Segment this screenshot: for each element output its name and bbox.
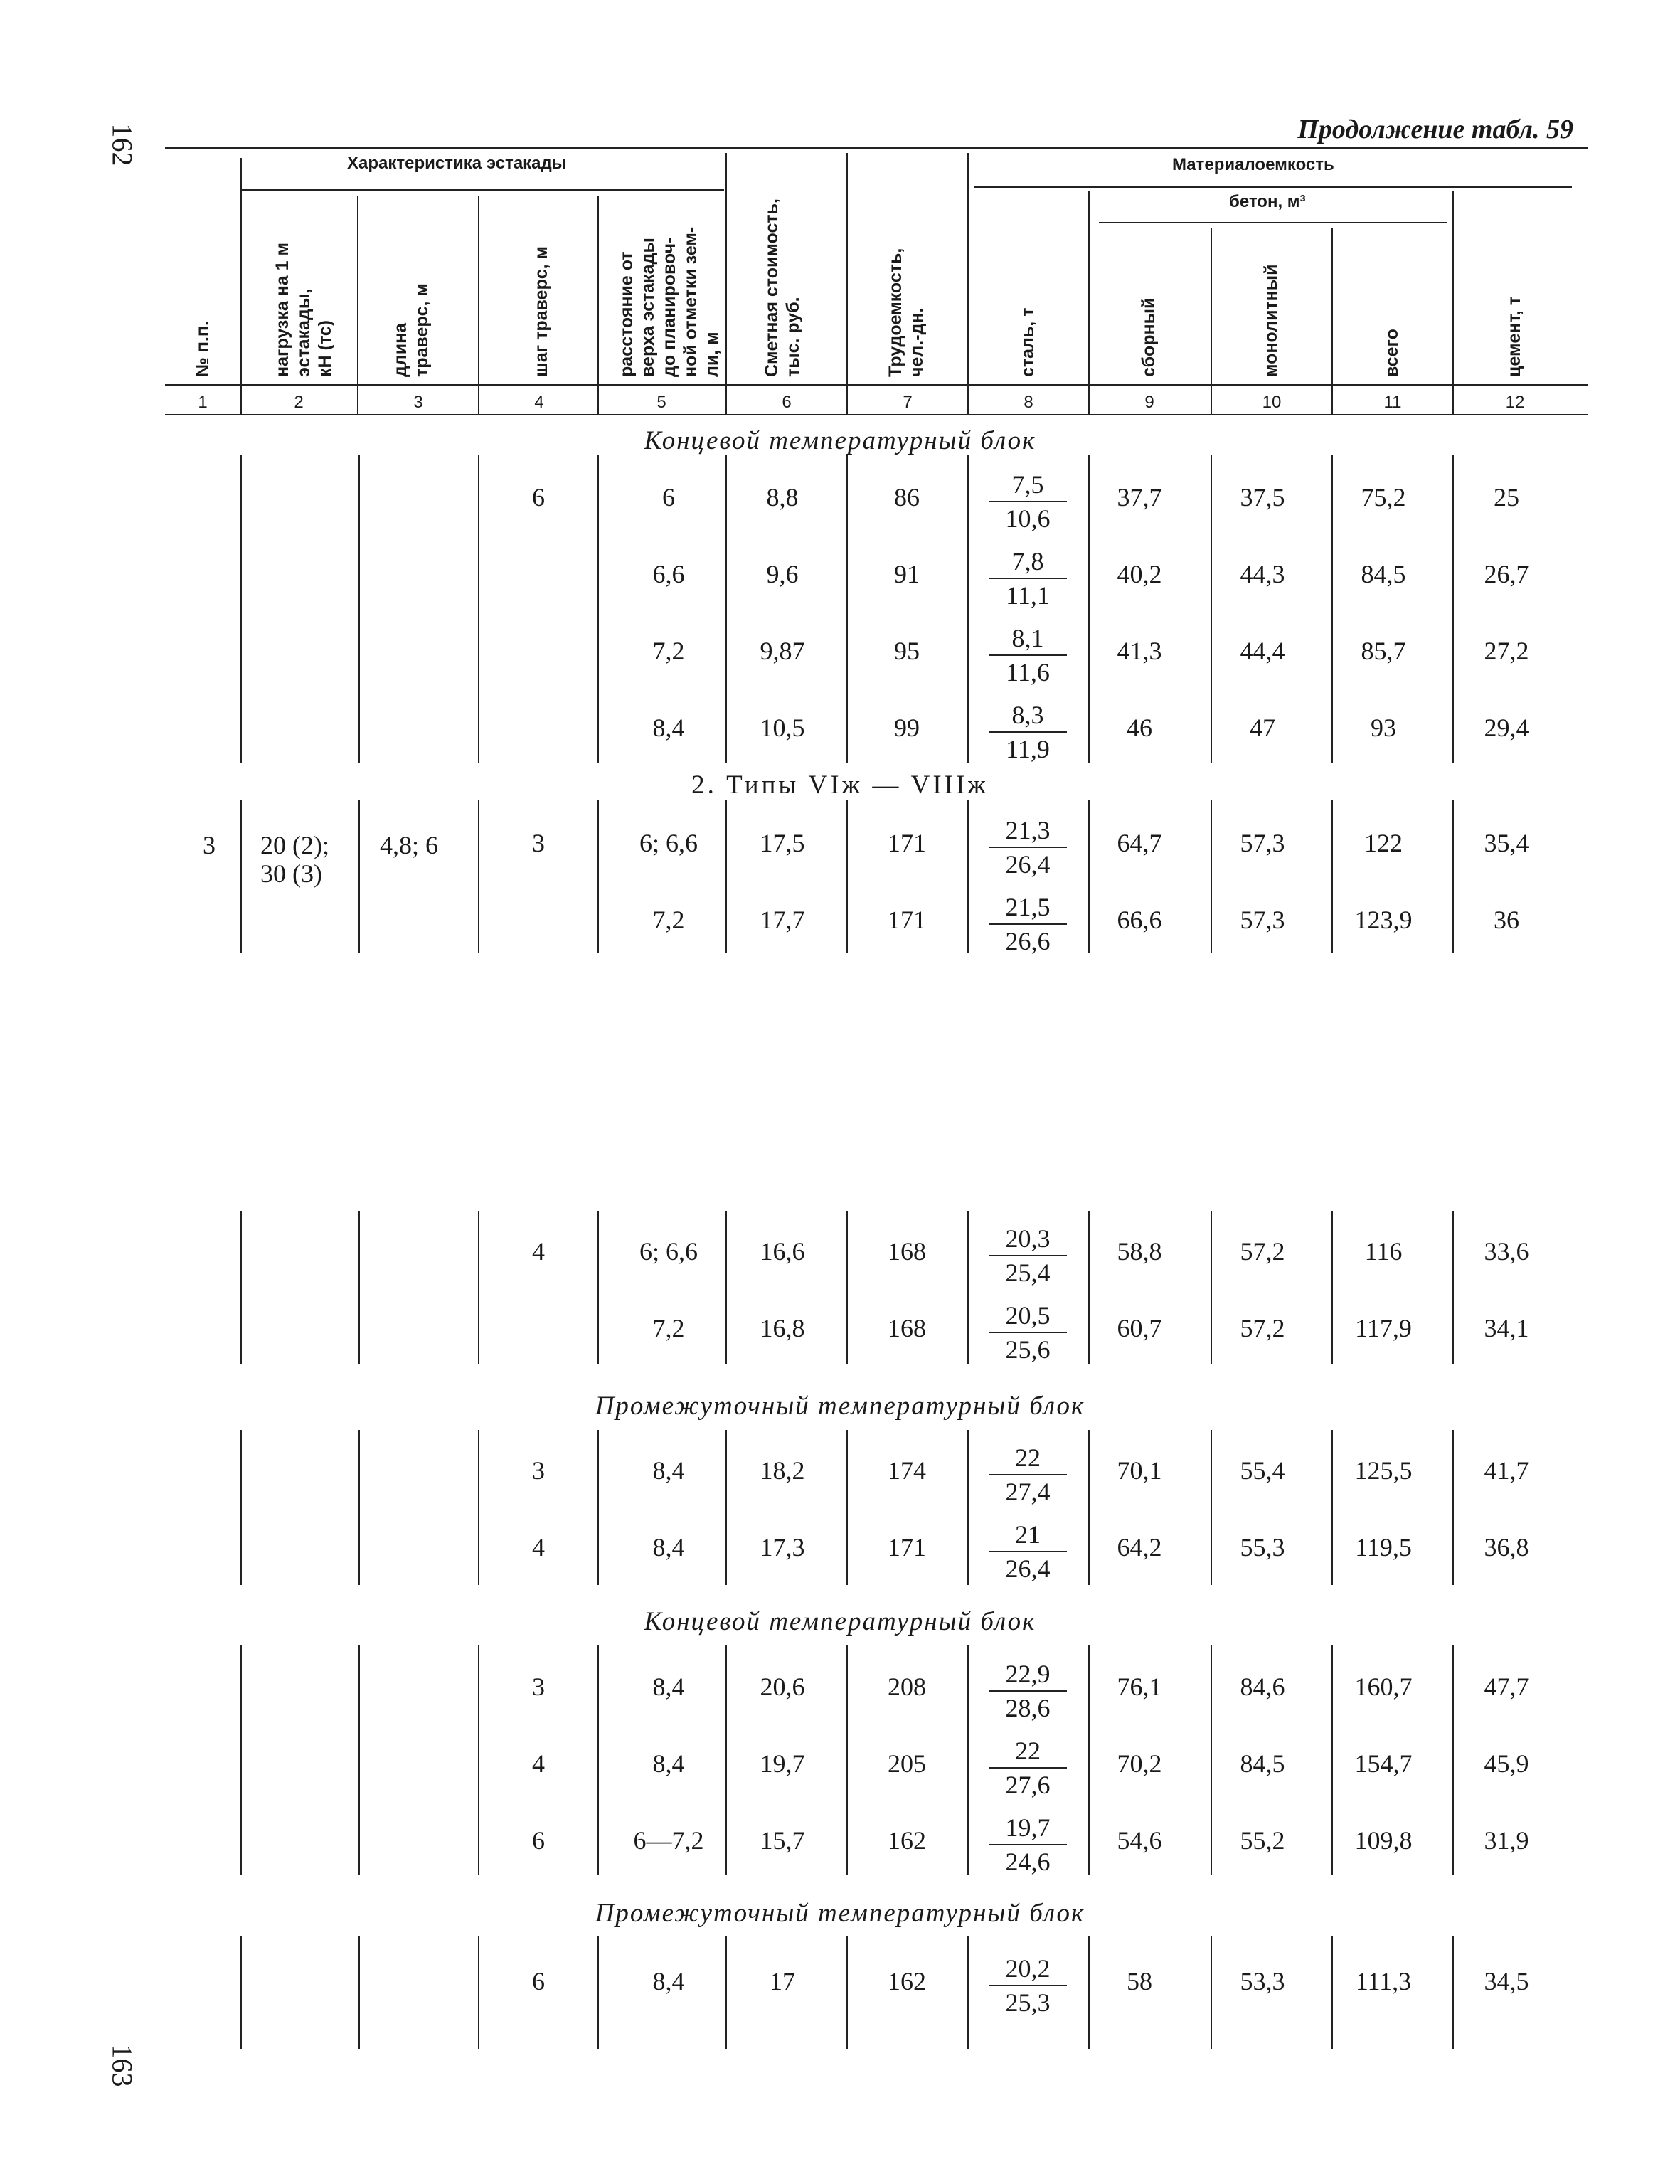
column-rule bbox=[358, 1430, 360, 1585]
col-number-label: 4 bbox=[534, 393, 544, 412]
distance-value: 6; 6,6 bbox=[639, 1237, 698, 1266]
header-col-load: нагрузка на 1 м эстакады, кН (тс) bbox=[272, 242, 335, 377]
monolithic-value: 55,2 bbox=[1240, 1826, 1285, 1855]
labor-value: 174 bbox=[888, 1456, 926, 1485]
column-rule bbox=[1211, 1936, 1212, 2049]
header-col-cement: цемент, т bbox=[1504, 297, 1524, 377]
cement-value: 41,7 bbox=[1484, 1456, 1529, 1485]
labor-value: 208 bbox=[888, 1673, 926, 1701]
column-rule bbox=[597, 1430, 599, 1585]
cement-value: 25 bbox=[1494, 483, 1519, 511]
column-rule bbox=[846, 455, 848, 763]
column-rule bbox=[1452, 1430, 1454, 1585]
header-concrete: бетон, м³ bbox=[1229, 192, 1306, 211]
steel-denominator: 26,4 bbox=[1005, 850, 1051, 879]
steel-numerator: 22,9 bbox=[989, 1658, 1067, 1692]
precast-value: 64,2 bbox=[1117, 1533, 1162, 1562]
col-number-label: 10 bbox=[1262, 393, 1282, 412]
monolithic-value: 57,3 bbox=[1240, 906, 1285, 934]
monolithic-value: 84,5 bbox=[1240, 1749, 1285, 1778]
cement-value: 27,2 bbox=[1484, 637, 1529, 665]
steel-fraction bbox=[989, 699, 1067, 765]
steel-fraction bbox=[989, 1952, 1067, 2019]
labor-value: 86 bbox=[894, 483, 920, 511]
steel-numerator: 21 bbox=[989, 1518, 1067, 1552]
distance-value: 8,4 bbox=[652, 714, 685, 742]
cost-value: 10,5 bbox=[760, 714, 805, 742]
section-heading: Концевой температурный блок bbox=[644, 426, 1036, 455]
column-rule bbox=[846, 1645, 848, 1875]
total-value: 122 bbox=[1364, 829, 1403, 857]
col-number-label: 6 bbox=[782, 393, 792, 412]
steel-numerator: 7,5 bbox=[989, 468, 1067, 502]
column-rule bbox=[1211, 455, 1212, 763]
column-rule bbox=[1331, 1211, 1333, 1364]
column-rule bbox=[846, 1211, 848, 1364]
steel-numerator: 20,3 bbox=[989, 1222, 1067, 1256]
precast-value: 54,6 bbox=[1117, 1826, 1162, 1855]
cost-value: 9,6 bbox=[766, 560, 799, 588]
steel-denominator: 11,9 bbox=[1006, 735, 1050, 763]
section-heading: Промежуточный температурный блок bbox=[595, 1391, 1085, 1421]
steel-fraction bbox=[989, 891, 1067, 958]
col-number-label: 12 bbox=[1505, 393, 1525, 412]
labor-value: 171 bbox=[888, 829, 926, 857]
column-rule bbox=[1211, 800, 1212, 953]
header-col-step: шаг траверс, м bbox=[531, 245, 551, 377]
total-value: 109,8 bbox=[1354, 1826, 1413, 1855]
precast-value: 64,7 bbox=[1117, 829, 1162, 857]
column-rule bbox=[1452, 1645, 1454, 1875]
column-rule bbox=[1331, 455, 1333, 763]
column-rule bbox=[478, 1936, 479, 2049]
header-col-precast: сборный bbox=[1139, 297, 1159, 377]
cost-value: 16,8 bbox=[760, 1314, 805, 1342]
section-heading: 2. Типы VIж — VIIIж bbox=[691, 770, 989, 800]
column-rule bbox=[1211, 1211, 1212, 1364]
total-value: 93 bbox=[1371, 714, 1396, 742]
total-value: 111,3 bbox=[1355, 1967, 1412, 1995]
column-rule bbox=[597, 1211, 599, 1364]
column-rule bbox=[846, 1936, 848, 2049]
total-value: 84,5 bbox=[1361, 560, 1406, 588]
column-rule bbox=[1088, 1430, 1090, 1585]
header-col-cost: Сметная стоимость, тыс. руб. bbox=[762, 198, 803, 377]
header-col-monolithic: монолитный bbox=[1261, 264, 1281, 377]
steel-numerator: 21,5 bbox=[989, 891, 1067, 925]
table-caption: Продолжение табл. 59 bbox=[1297, 115, 1573, 144]
cement-value: 34,1 bbox=[1484, 1314, 1529, 1342]
precast-value: 58 bbox=[1127, 1967, 1152, 1995]
total-value: 119,5 bbox=[1355, 1533, 1412, 1562]
column-rule bbox=[1452, 800, 1454, 953]
column-rule bbox=[725, 1645, 727, 1875]
header-col-steel: сталь, т bbox=[1018, 307, 1038, 377]
cement-value: 36,8 bbox=[1484, 1533, 1529, 1562]
distance-value: 7,2 bbox=[652, 1314, 685, 1342]
column-rule bbox=[597, 1936, 599, 2049]
section-heading: Концевой температурный блок bbox=[644, 1607, 1036, 1636]
column-rule bbox=[1088, 800, 1090, 953]
column-rule bbox=[240, 1211, 242, 1364]
column-rule bbox=[358, 1936, 360, 2049]
column-rule bbox=[725, 800, 727, 953]
labor-value: 205 bbox=[888, 1749, 926, 1778]
column-rule bbox=[725, 1211, 727, 1364]
monolithic-value: 55,4 bbox=[1240, 1456, 1285, 1485]
column-rule bbox=[967, 800, 969, 953]
column-rule bbox=[1211, 1430, 1212, 1585]
labor-value: 91 bbox=[894, 560, 920, 588]
section-heading: Промежуточный температурный блок bbox=[595, 1899, 1085, 1928]
column-rule bbox=[478, 1430, 479, 1585]
column-rule bbox=[967, 1430, 969, 1585]
steel-fraction bbox=[989, 1518, 1067, 1585]
col-number-label: 1 bbox=[198, 393, 208, 412]
header-characteristics: Характеристика эстакады bbox=[347, 154, 567, 173]
labor-value: 99 bbox=[894, 714, 920, 742]
column-rule bbox=[725, 455, 727, 763]
steel-fraction bbox=[989, 1299, 1067, 1366]
monolithic-value: 47 bbox=[1250, 714, 1275, 742]
steel-numerator: 8,3 bbox=[989, 699, 1067, 733]
column-rule bbox=[358, 1211, 360, 1364]
precast-value: 76,1 bbox=[1117, 1673, 1162, 1701]
cement-value: 47,7 bbox=[1484, 1673, 1529, 1701]
cost-value: 8,8 bbox=[766, 483, 799, 511]
steel-fraction bbox=[989, 1441, 1067, 1508]
distance-value: 8,4 bbox=[652, 1456, 685, 1485]
step-value: 4 bbox=[532, 1237, 545, 1266]
distance-value: 6 bbox=[662, 483, 675, 511]
col-number-label: 8 bbox=[1024, 393, 1033, 412]
step-value: 3 bbox=[532, 1456, 545, 1485]
cost-value: 19,7 bbox=[760, 1749, 805, 1778]
cement-value: 45,9 bbox=[1484, 1749, 1529, 1778]
total-value: 125,5 bbox=[1354, 1456, 1413, 1485]
column-rule bbox=[240, 455, 242, 763]
steel-fraction bbox=[989, 622, 1067, 689]
steel-fraction bbox=[989, 1222, 1067, 1289]
labor-value: 171 bbox=[888, 1533, 926, 1562]
monolithic-value: 57,2 bbox=[1240, 1314, 1285, 1342]
cement-value: 31,9 bbox=[1484, 1826, 1529, 1855]
page-number-bottom: 163 bbox=[106, 2044, 139, 2087]
distance-value: 8,4 bbox=[652, 1673, 685, 1701]
steel-denominator: 25,6 bbox=[1005, 1335, 1051, 1364]
cost-value: 16,6 bbox=[760, 1237, 805, 1266]
column-rule bbox=[967, 1936, 969, 2049]
column-rule bbox=[1331, 1645, 1333, 1875]
distance-value: 8,4 bbox=[652, 1749, 685, 1778]
steel-denominator: 28,6 bbox=[1005, 1694, 1051, 1722]
precast-value: 66,6 bbox=[1117, 906, 1162, 934]
header-col-labor: Трудоемкость, чел.-дн. bbox=[886, 248, 927, 377]
column-rule bbox=[597, 800, 599, 953]
column-rule bbox=[240, 1936, 242, 2049]
precast-value: 70,2 bbox=[1117, 1749, 1162, 1778]
steel-fraction bbox=[989, 1734, 1067, 1801]
row-number: 3 bbox=[203, 831, 216, 859]
cement-value: 35,4 bbox=[1484, 829, 1529, 857]
cement-value: 26,7 bbox=[1484, 560, 1529, 588]
precast-value: 70,1 bbox=[1117, 1456, 1162, 1485]
cost-value: 17,3 bbox=[760, 1533, 805, 1562]
steel-fraction bbox=[989, 468, 1067, 535]
steel-denominator: 25,4 bbox=[1005, 1258, 1051, 1287]
column-rule bbox=[1211, 1645, 1212, 1875]
column-rule bbox=[1452, 1936, 1454, 2049]
column-rule bbox=[358, 800, 360, 953]
column-rule bbox=[478, 1211, 479, 1364]
total-value: 123,9 bbox=[1354, 906, 1413, 934]
cement-value: 34,5 bbox=[1484, 1967, 1529, 1995]
cost-value: 17,7 bbox=[760, 906, 805, 934]
total-value: 154,7 bbox=[1354, 1749, 1413, 1778]
steel-denominator: 26,6 bbox=[1005, 927, 1051, 955]
distance-value: 7,2 bbox=[652, 906, 685, 934]
precast-value: 41,3 bbox=[1117, 637, 1162, 665]
cost-value: 17 bbox=[770, 1967, 795, 1995]
steel-numerator: 19,7 bbox=[989, 1811, 1067, 1845]
labor-value: 171 bbox=[888, 906, 926, 934]
load-value: 20 (2); 30 (3) bbox=[260, 831, 329, 888]
length-value: 4,8; 6 bbox=[380, 831, 439, 859]
step-value: 3 bbox=[532, 1673, 545, 1701]
labor-value: 168 bbox=[888, 1314, 926, 1342]
monolithic-value: 53,3 bbox=[1240, 1967, 1285, 1995]
header-col-number: № п.п. bbox=[193, 321, 213, 377]
column-rule bbox=[358, 455, 360, 763]
column-rule bbox=[846, 1430, 848, 1585]
labor-value: 168 bbox=[888, 1237, 926, 1266]
cost-value: 17,5 bbox=[760, 829, 805, 857]
column-rule bbox=[240, 1645, 242, 1875]
header-col-distance: расстояние от верха эстакады до планировоч- ной отметки зем- ли, м bbox=[617, 226, 722, 377]
labor-value: 162 bbox=[888, 1826, 926, 1855]
distance-value: 6; 6,6 bbox=[639, 829, 698, 857]
column-rule bbox=[358, 1645, 360, 1875]
cost-value: 18,2 bbox=[760, 1456, 805, 1485]
column-rule bbox=[1331, 1936, 1333, 2049]
cement-value: 29,4 bbox=[1484, 714, 1529, 742]
header-materials: Материалоемкость bbox=[1172, 155, 1334, 174]
total-value: 75,2 bbox=[1361, 483, 1406, 511]
col-number-label: 5 bbox=[656, 393, 666, 412]
labor-value: 162 bbox=[888, 1967, 926, 1995]
column-rule bbox=[967, 455, 969, 763]
cement-value: 33,6 bbox=[1484, 1237, 1529, 1266]
column-rule bbox=[240, 800, 242, 953]
steel-numerator: 8,1 bbox=[989, 622, 1067, 656]
labor-value: 95 bbox=[894, 637, 920, 665]
cost-value: 15,7 bbox=[760, 1826, 805, 1855]
distance-value: 6,6 bbox=[652, 560, 685, 588]
steel-denominator: 27,4 bbox=[1005, 1478, 1051, 1506]
column-rule bbox=[597, 1645, 599, 1875]
column-rule bbox=[478, 1645, 479, 1875]
steel-fraction bbox=[989, 814, 1067, 881]
cost-value: 9,87 bbox=[760, 637, 805, 665]
column-rule bbox=[1331, 800, 1333, 953]
column-rule bbox=[1088, 1936, 1090, 2049]
total-value: 160,7 bbox=[1354, 1673, 1413, 1701]
col-number-label: 3 bbox=[413, 393, 423, 412]
column-rule bbox=[240, 1430, 242, 1585]
steel-denominator: 11,1 bbox=[1006, 581, 1050, 610]
column-rule bbox=[1088, 1645, 1090, 1875]
step-value: 6 bbox=[532, 1967, 545, 1995]
column-rule bbox=[1088, 1211, 1090, 1364]
col-number-label: 2 bbox=[294, 393, 304, 412]
monolithic-value: 44,4 bbox=[1240, 637, 1285, 665]
header-col-length: длина траверс, м bbox=[390, 283, 432, 377]
steel-numerator: 20,5 bbox=[989, 1299, 1067, 1333]
steel-numerator: 20,2 bbox=[989, 1952, 1067, 1986]
step-value: 3 bbox=[532, 829, 545, 857]
col-number-label: 11 bbox=[1383, 393, 1402, 412]
distance-value: 7,2 bbox=[652, 637, 685, 665]
header-col-total: всего bbox=[1382, 329, 1402, 377]
monolithic-value: 57,3 bbox=[1240, 829, 1285, 857]
column-rule bbox=[597, 455, 599, 763]
cost-value: 20,6 bbox=[760, 1673, 805, 1701]
steel-denominator: 26,4 bbox=[1005, 1554, 1051, 1583]
column-rule bbox=[1452, 455, 1454, 763]
distance-value: 8,4 bbox=[652, 1533, 685, 1562]
column-rule bbox=[967, 1645, 969, 1875]
steel-numerator: 7,8 bbox=[989, 545, 1067, 579]
distance-value: 6—7,2 bbox=[633, 1826, 704, 1855]
precast-value: 46 bbox=[1127, 714, 1152, 742]
step-value: 6 bbox=[532, 483, 545, 511]
column-rule bbox=[1331, 1430, 1333, 1585]
steel-numerator: 22 bbox=[989, 1734, 1067, 1769]
steel-denominator: 27,6 bbox=[1005, 1771, 1051, 1799]
total-value: 116 bbox=[1364, 1237, 1403, 1266]
column-rule bbox=[725, 1936, 727, 2049]
monolithic-value: 55,3 bbox=[1240, 1533, 1285, 1562]
monolithic-value: 57,2 bbox=[1240, 1237, 1285, 1266]
steel-numerator: 21,3 bbox=[989, 814, 1067, 848]
steel-numerator: 22 bbox=[989, 1441, 1067, 1475]
page-number-top: 162 bbox=[106, 123, 139, 166]
col-number-label: 9 bbox=[1144, 393, 1154, 412]
step-value: 4 bbox=[532, 1533, 545, 1562]
column-rule bbox=[478, 800, 479, 953]
steel-fraction bbox=[989, 1658, 1067, 1724]
step-value: 6 bbox=[532, 1826, 545, 1855]
total-value: 85,7 bbox=[1361, 637, 1406, 665]
column-rule bbox=[478, 455, 479, 763]
monolithic-value: 37,5 bbox=[1240, 483, 1285, 511]
distance-value: 8,4 bbox=[652, 1967, 685, 1995]
monolithic-value: 84,6 bbox=[1240, 1673, 1285, 1701]
monolithic-value: 44,3 bbox=[1240, 560, 1285, 588]
precast-value: 60,7 bbox=[1117, 1314, 1162, 1342]
column-rule bbox=[1088, 455, 1090, 763]
steel-denominator: 25,3 bbox=[1005, 1988, 1051, 2017]
step-value: 4 bbox=[532, 1749, 545, 1778]
precast-value: 37,7 bbox=[1117, 483, 1162, 511]
steel-denominator: 10,6 bbox=[1005, 504, 1051, 533]
column-rule bbox=[846, 800, 848, 953]
column-rule bbox=[967, 1211, 969, 1364]
steel-fraction bbox=[989, 1811, 1067, 1878]
precast-value: 40,2 bbox=[1117, 560, 1162, 588]
col-number-label: 7 bbox=[903, 393, 913, 412]
steel-fraction bbox=[989, 545, 1067, 612]
column-rule bbox=[725, 1430, 727, 1585]
precast-value: 58,8 bbox=[1117, 1237, 1162, 1266]
column-rule bbox=[1452, 1211, 1454, 1364]
total-value: 117,9 bbox=[1355, 1314, 1412, 1342]
cement-value: 36 bbox=[1494, 906, 1519, 934]
steel-denominator: 11,6 bbox=[1006, 658, 1050, 687]
steel-denominator: 24,6 bbox=[1005, 1848, 1051, 1876]
